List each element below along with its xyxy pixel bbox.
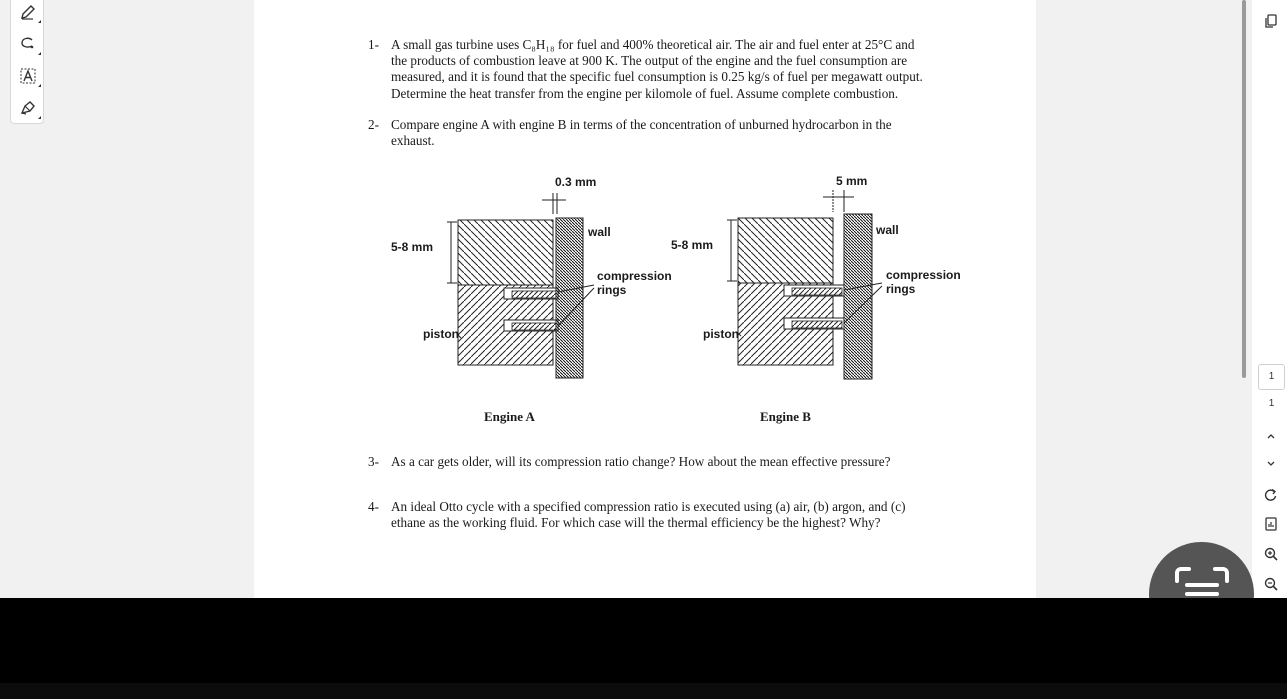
engine-a-rings-label: compression xyxy=(597,269,672,283)
engine-a-drawing xyxy=(447,193,594,378)
engine-a-piston-label: piston xyxy=(423,327,459,341)
cylinder-wall xyxy=(556,218,583,378)
lasso-icon[interactable] xyxy=(17,33,39,55)
question-line: ethane as the working fluid. For which case will the thermal efficiency be the highest? Why? xyxy=(391,515,881,531)
scan-text-icon xyxy=(1171,563,1233,598)
cylinder-wall xyxy=(844,214,872,379)
piston-top-land xyxy=(738,218,833,283)
question-line: Compare engine A with engine B in terms of the concentration of unburned hydrocarbon in the xyxy=(391,117,892,132)
question-number: 1- xyxy=(368,37,379,52)
question-line: As a car gets older, will its compression ratio change? How about the mean effective pressure? xyxy=(391,454,891,469)
engine-b-wall-label: wall xyxy=(876,223,899,237)
document-page xyxy=(254,0,1036,598)
compression-ring-2 xyxy=(512,323,556,330)
highlighter-icon[interactable] xyxy=(17,97,39,119)
engine-ring-diagram xyxy=(254,0,1036,440)
question-number: 2- xyxy=(368,117,379,132)
piston-top-land xyxy=(458,220,553,285)
engine-b-rings-label: compression xyxy=(886,268,961,282)
question-line: measured, and it is found that the specific fuel consumption is 0.25 kg/s of fuel per megawatt output. xyxy=(391,69,923,85)
chevron-down-icon[interactable] xyxy=(1261,454,1281,474)
annotation-toolbar xyxy=(10,0,44,124)
zoom-in-icon[interactable] xyxy=(1261,544,1281,564)
engine-b-caption: Engine B xyxy=(760,409,811,424)
vertical-scrollbar[interactable] xyxy=(1242,0,1246,378)
question-line: Determine the heat transfer from the engine per kilomole of fuel. Assume complete combustion. xyxy=(391,85,899,101)
question-number: 4- xyxy=(368,499,379,514)
scan-text-button[interactable] xyxy=(1149,542,1254,598)
right-toolbar xyxy=(1252,0,1287,598)
copy-icon[interactable] xyxy=(1261,11,1281,31)
engine-a-wall-label: wall xyxy=(588,225,611,239)
engine-a-gap-label: 0.3 mm xyxy=(555,175,597,189)
question-line: the products of combustion leave at 900 K. The output of the engine and the fuel consumption are xyxy=(391,53,908,69)
page-layout-icon[interactable] xyxy=(1261,514,1281,534)
compression-ring-1 xyxy=(512,291,556,298)
engine-b-height-label: 5-8 mm xyxy=(671,238,714,252)
bottom-bar xyxy=(0,683,1287,699)
compression-ring-2 xyxy=(792,321,842,328)
engine-a-caption: Engine A xyxy=(484,409,535,424)
page-number-input[interactable]: 1 xyxy=(1258,364,1285,390)
text-box-icon[interactable] xyxy=(17,65,39,87)
zoom-out-icon[interactable] xyxy=(1261,574,1281,594)
engine-a-height-label: 5-8 mm xyxy=(391,240,434,254)
engine-b-drawing xyxy=(727,190,882,379)
pen-icon[interactable] xyxy=(17,1,39,23)
chevron-up-icon[interactable] xyxy=(1261,426,1281,446)
question-line: A small gas turbine uses C₈H₁₈ for fuel and 400% theoretical air. The air and fuel enter at 25°C and xyxy=(391,37,915,52)
engine-b-gap-label: 5 mm xyxy=(836,174,868,188)
page-total: 1 xyxy=(1268,398,1275,409)
engine-b-piston-label: piston xyxy=(703,327,739,341)
engine-b-rings-label-2: rings xyxy=(886,282,916,296)
compression-ring-1 xyxy=(792,288,842,295)
engine-a-rings-label-2: rings xyxy=(597,283,627,297)
refresh-icon[interactable] xyxy=(1261,485,1281,505)
question-line: exhaust. xyxy=(391,133,435,149)
question-line: An ideal Otto cycle with a specified compression ratio is executed using (a) air, (b) argon, and (c) xyxy=(391,499,906,514)
question-number: 3- xyxy=(368,454,379,469)
